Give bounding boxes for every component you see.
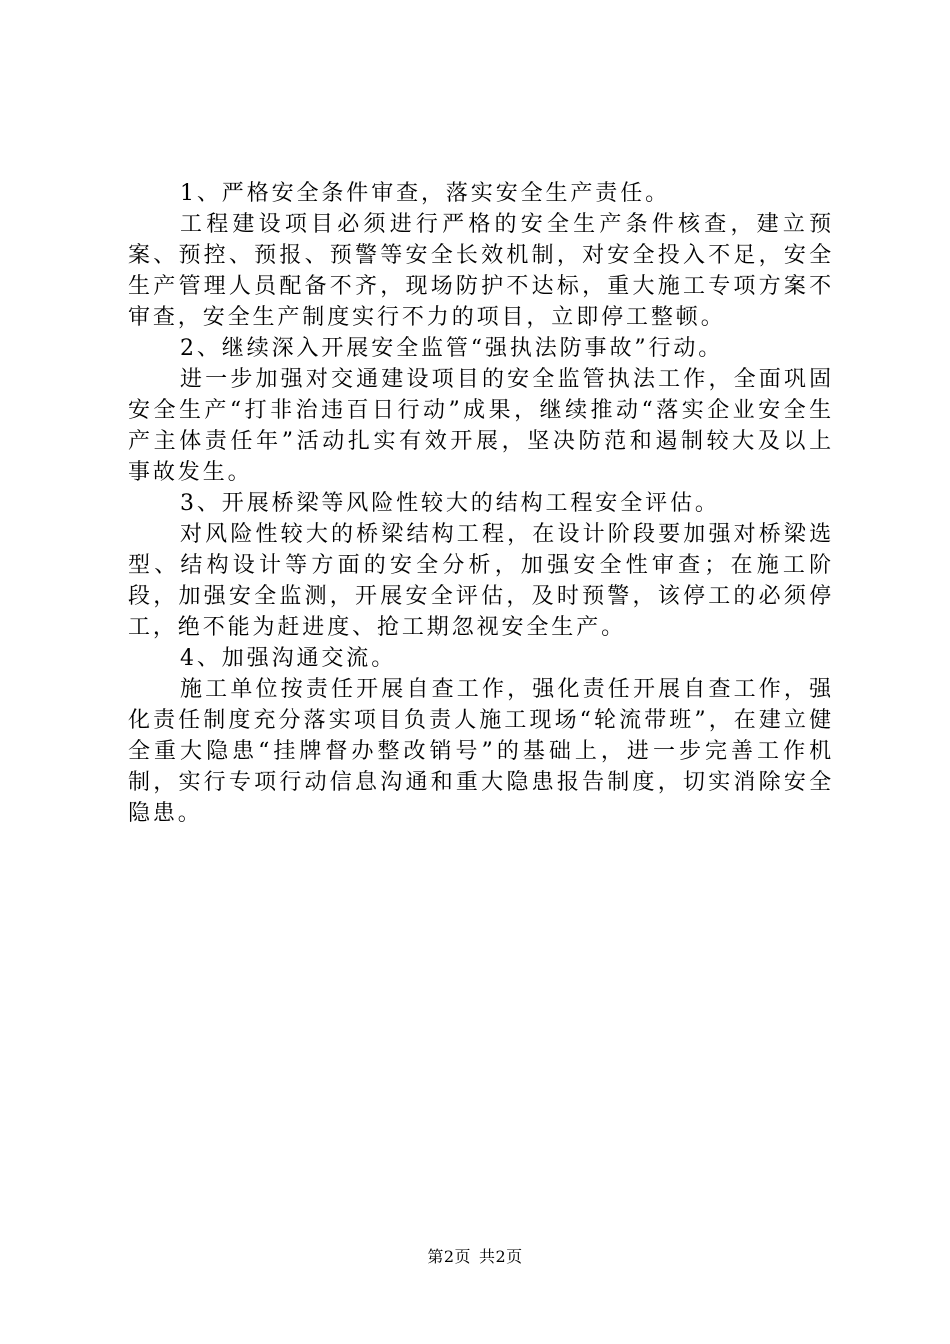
paragraph-3: 对风险性较大的桥梁结构工程，在设计阶段要加强对桥梁选型、结构设计等方面的安全分析，加强安全性审查；在施工阶段，加强安全监测，开展安全评估，及时预警，该停工的必须停工，绝不能为赶进度、抢工期忽视安全生产。 <box>128 522 834 640</box>
paragraph-4: 施工单位按责任开展自查工作，强化责任开展自查工作，强化责任制度充分落实项目负责人施工现场“轮流带班”，在建立健全重大隐患“挂牌督办整改销号”的基础上，进一步完善工作机制，实行专项行动信息沟通和重大隐患报告制度，切实消除安全隐患。 <box>128 677 834 826</box>
document-body <box>128 178 834 829</box>
heading-4: 4、加强沟通交流。 <box>180 646 397 671</box>
paragraph-1: 工程建设项目必须进行严格的安全生产条件核查，建立预案、预控、预报、预警等安全长效机制，对安全投入不足，安全生产管理人员配备不齐，现场防护不达标，重大施工专项方案不审查，安全生产制度实行不力的项目，立即停工整顿。 <box>128 212 834 330</box>
page-footer <box>0 1247 950 1267</box>
heading-1: 1、严格安全条件审查，落实安全生产责任。 <box>180 181 670 206</box>
page-number: 第2页 <box>427 1247 471 1266</box>
heading-2: 2、继续深入开展安全监管“强执法防事故”行动。 <box>180 336 724 361</box>
heading-3: 3、开展桥梁等风险性较大的结构工程安全评估。 <box>180 491 720 516</box>
page-total: 共2页 <box>479 1247 523 1266</box>
paragraph-2: 进一步加强对交通建设项目的安全监管执法工作，全面巩固安全生产“打非治违百日行动”成果，继续推动“落实企业安全生产主体责任年”活动扎实有效开展，坚决防范和遏制较大及以上事故发生。 <box>128 367 834 485</box>
